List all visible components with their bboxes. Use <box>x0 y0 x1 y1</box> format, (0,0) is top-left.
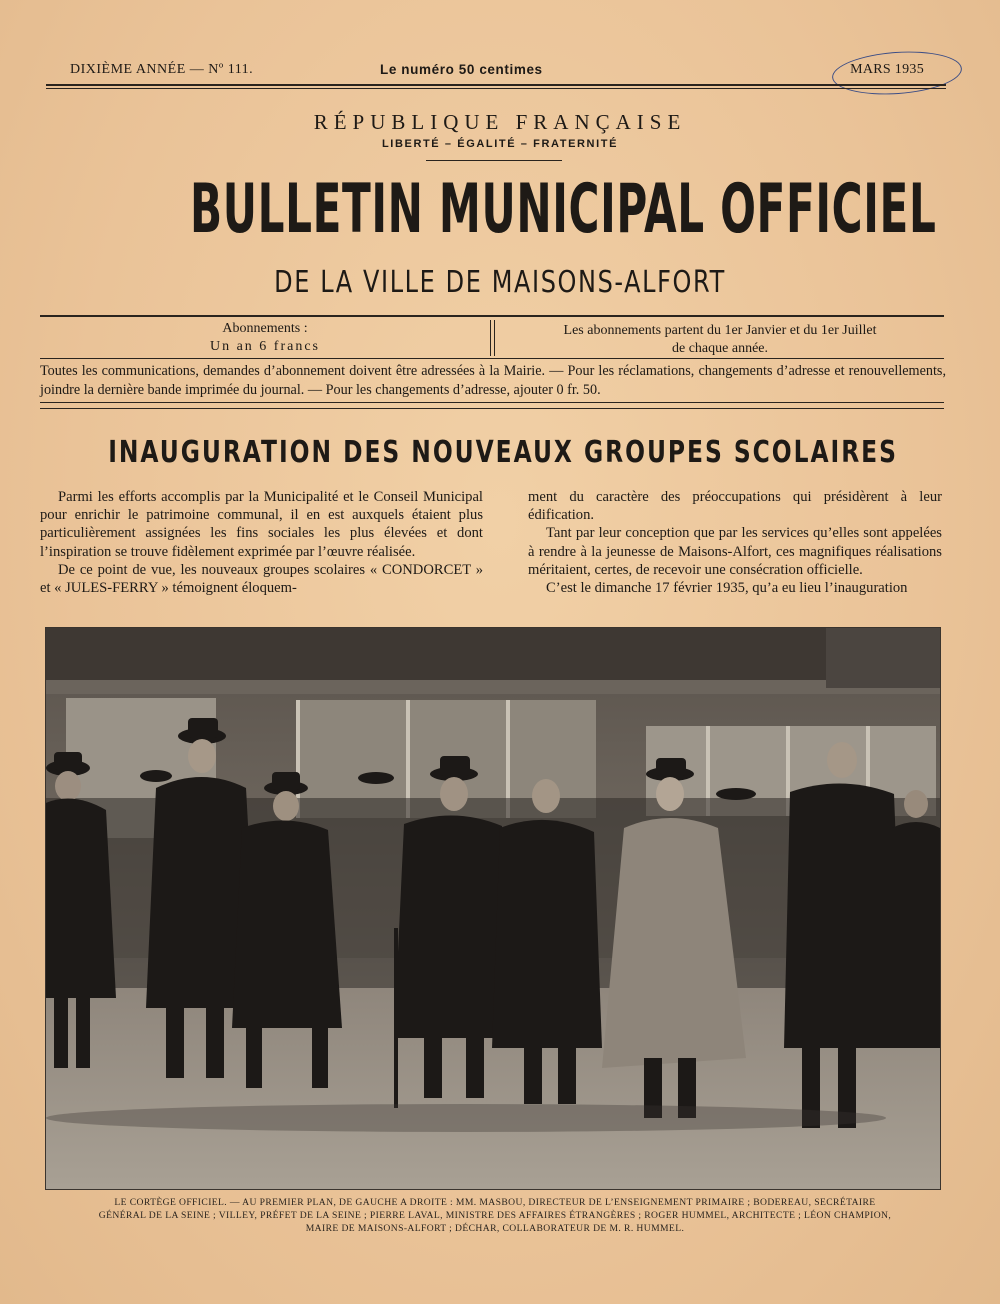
subscription-divider <box>490 320 491 356</box>
notice-rule <box>40 402 944 403</box>
top-rule <box>46 84 946 86</box>
procession-photo-drawing <box>46 628 940 1189</box>
article-column-left <box>40 488 483 597</box>
republic-title: RÉPUBLIQUE FRANÇAISE <box>313 110 687 134</box>
issue-number: DIXIÈME ANNÉE — Nº 111. <box>70 62 254 77</box>
top-rule-thin <box>46 88 946 89</box>
article-paragraph: Tant par leur conception que par les services qu’elles sont appelées à rendre à la jeunesse de Maisons-Alfort, ces magnifiques réalisations méritaient, certes, de recevoir une consécration officielle. <box>528 525 942 578</box>
subscription-rule-top <box>40 315 944 317</box>
subscription-price-box <box>150 320 380 356</box>
procession-photo <box>46 628 940 1189</box>
issue-bar <box>66 62 952 82</box>
article-paragraph: Parmi les efforts accomplis par la Municipalité et le Conseil Municipal pour enrichir le patrimoine communal, il en est auxquels étaient plus particulièrement assignées les fins sociales les plus élevées et dont l’inspiration se trouve fidèlement exprimée par l’œuvre réalisée. <box>40 489 483 560</box>
republic-motto: LIBERTÉ – ÉGALITÉ – FRATERNITÉ <box>381 138 619 150</box>
masthead-title: BULLETIN MUNICIPAL OFFICIEL <box>190 170 937 249</box>
photo-caption: LE CORTÈGE OFFICIEL. — AU PREMIER PLAN, DE GAUCHE A DROITE : MM. MASBOU, DIRECTEUR DE L’ENSEIGNEMENT PRIMAIRE ; BODEREAU, SECRÉTAIRE GÉNÉRAL DE LA SEINE ; VILLEY, PRÉFET DE LA SEINE ; PIERRE LAVAL, MINISTRE DES AFFAIRES ÉTRANGÈRES ; ROGER HUMMEL, ARCHITECTE ; LÉON CHAMPION, MAIRE DE MAISONS-ALFORT ; DÉCHAR, COLLABORATEUR DE M. R. HUMMEL. <box>98 1197 892 1234</box>
article-column-right <box>528 488 942 597</box>
ink-circle-mark <box>831 48 964 99</box>
issue-date: MARS 1935 <box>850 62 924 77</box>
masthead-subtitle: DE LA VILLE DE MAISONS-ALFORT <box>274 265 726 300</box>
subscription-rule-bottom <box>40 358 944 359</box>
motto-underline <box>426 160 562 161</box>
subscription-terms-line2: de chaque année. <box>672 341 768 356</box>
article-paragraph: C’est le dimanche 17 février 1935, qu’a eu lieu l’inauguration <box>546 580 908 597</box>
article-headline: INAUGURATION DES NOUVEAUX GROUPES SCOLAIRES <box>108 435 898 470</box>
issue-price: Le numéro 50 centimes <box>380 62 543 77</box>
subscription-terms <box>500 322 940 358</box>
article-paragraph: ment du caractère des préoccupations qui présidèrent à leur édification. <box>528 489 942 524</box>
article-paragraph: De ce point de vue, les nouveaux groupes scolaires « CONDORCET » et « JULES-FERRY » témoignent éloquem- <box>40 561 483 597</box>
notice-rule-2 <box>40 408 944 409</box>
notice-text: Toutes les communications, demandes d’abonnement doivent être adressées à la Mairie. — Pour les réclamations, changements d’adresse et renouvellements, joindre la dernière bande imprimée du journal. — Pour les changements d’adresse, ajouter 0 fr. 50. <box>40 363 946 398</box>
subscription-divider-2 <box>494 320 495 356</box>
subscription-label: Abonnements : <box>222 321 308 336</box>
subscription-price: Un an 6 francs <box>209 339 321 354</box>
subscription-terms-line1: Les abonnements partent du 1er Janvier et du 1er Juillet <box>563 323 877 338</box>
